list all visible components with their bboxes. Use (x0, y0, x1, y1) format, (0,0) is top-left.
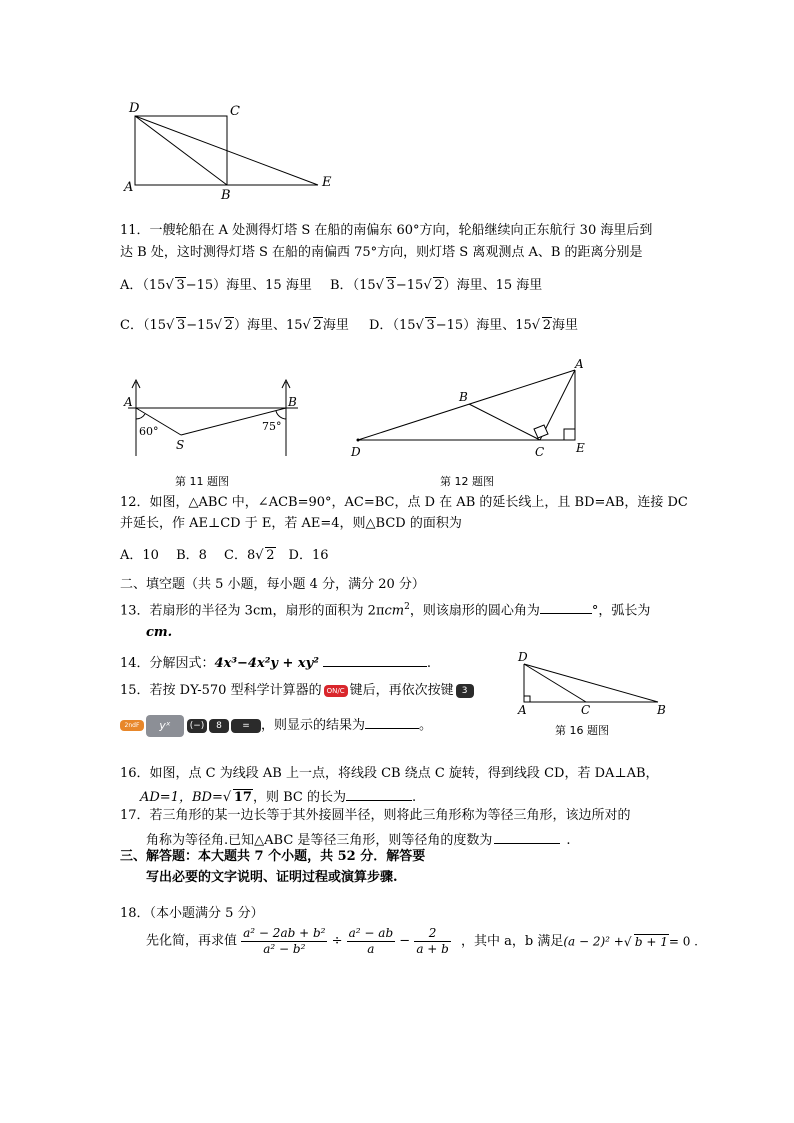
sqrt-3: √ 3 (166, 318, 186, 333)
q11-line1: 11．一艘轮船在 A 处测得灯塔 S 在船的南偏东 60°方向，轮船继续向正东航行 30 海里后到 (120, 223, 653, 238)
divide-sign: ÷ (331, 933, 343, 949)
q16-text: ，则 BC 的长为 (252, 790, 346, 805)
q14-line (120, 652, 431, 673)
q14-end: . (426, 656, 432, 671)
q18-text: 先化简，再求值 (146, 933, 238, 949)
option-label: D． (369, 318, 393, 333)
sqrt-2: √ 2 (423, 278, 443, 293)
option-text: 海里 (552, 318, 579, 333)
sqrt-2: √ 2 (213, 318, 233, 333)
figure-12 (345, 356, 595, 464)
option-text: ）海里、15 (234, 318, 303, 333)
q15-text: ，则显示的结果为 (261, 718, 366, 733)
q17-text: 角称为等径角.已知△ABC 是等径三角形，则等径角的度数为 (146, 833, 493, 848)
label-a: A (575, 357, 584, 371)
label-b: B (288, 395, 297, 409)
q11-option-b[interactable] (330, 277, 542, 295)
options-text: A．10 B．8 C．8 (120, 548, 256, 563)
key-negative[interactable]: (−) (187, 719, 207, 733)
label-b: B (657, 703, 666, 717)
q11-option-c[interactable] (120, 317, 349, 335)
label-e: E (576, 441, 585, 455)
q18-title: 18．（本小题满分 5 分） (120, 906, 264, 921)
angle-60: 60° (139, 425, 159, 438)
option-text: −15）海里、15 海里 (185, 278, 312, 293)
q18-equation: (a − 2)² + (563, 934, 624, 949)
sqrt-b-plus-1: √ b + 1 (623, 934, 668, 949)
q13-text: 13．若扇形的半径为 3cm，扇形的面积为 2π (120, 603, 385, 619)
q16-line2 (140, 786, 416, 807)
minus-sign: − (399, 933, 411, 949)
option-label: B． (330, 278, 353, 293)
q15-text: 键后，再依次按键 (349, 683, 454, 698)
superscript-2: 2 (404, 602, 410, 612)
segment-db (135, 116, 227, 185)
q14-text: 14．分解因式： (120, 656, 215, 671)
q17-line2 (146, 829, 571, 850)
label-c: C (581, 703, 591, 717)
q14-expression: 4x³−4x²y + xy² (214, 656, 319, 671)
q17-blank[interactable] (494, 829, 560, 844)
label-d: D (351, 445, 361, 459)
q13-text: ，则该扇形的圆心角为 (409, 603, 540, 619)
option-text: 海里 (322, 318, 349, 333)
option-text: −15）海里、15 (435, 318, 532, 333)
q18-condition: ，其中 a，b 满足 (460, 933, 564, 949)
label-a: A (124, 395, 133, 409)
q11-option-d[interactable] (369, 317, 578, 335)
section-3-heading: 三、解答题：本大题共 7 个小题，共 52 分．解答要 (120, 849, 426, 864)
q12-line1: 12．如图，△ABC 中，∠ACB=90°，AC=BC，点 D 在 AB 的延长线上，且 BD=AB，连接 DC (120, 495, 688, 510)
label-b: B (221, 188, 231, 200)
q18-body (146, 926, 698, 964)
sqrt-3: √ 3 (375, 278, 395, 293)
label-e: E (322, 175, 332, 190)
option-label: C． (120, 318, 143, 333)
q13-line2: cm. (146, 625, 173, 640)
label-c: C (535, 445, 545, 459)
q17-end: . (566, 833, 571, 848)
key-2ndf[interactable]: 2ndF (120, 720, 144, 731)
option-text: （15 (142, 278, 166, 293)
q15-text: 15．若按 DY-570 型科学计算器的 (120, 683, 322, 698)
q18-equation-end: = 0 . (668, 934, 698, 949)
section-3-subheading: 写出必要的文字说明、证明过程或演算步骤. (146, 870, 398, 885)
option-text: ）海里、15 海里 (443, 278, 543, 293)
label-a: A (518, 703, 527, 717)
q12-options[interactable] (120, 547, 329, 565)
label-s: S (176, 438, 185, 452)
q13-text: °，弧长为 (591, 603, 651, 619)
figure-rectangle-abcd (120, 96, 340, 200)
q11-option-a[interactable] (120, 277, 312, 295)
key-8[interactable]: 8 (209, 719, 229, 733)
sqrt-17: √ 17 (222, 790, 252, 805)
option-d: D．16 (275, 548, 329, 563)
label-d: D (129, 101, 140, 116)
sqrt-3: √ 3 (415, 318, 435, 333)
q13-blank-angle[interactable] (540, 599, 592, 614)
q16-line1: 16．如图，点 C 为线段 AB 上一点，将线段 CB 绕点 C 旋转，得到线段 CD，若 DA⊥AB， (120, 766, 659, 781)
q14-blank[interactable] (323, 652, 427, 667)
label-a: A (124, 180, 134, 195)
fig11-caption: 第 11 题图 (175, 475, 229, 488)
q16-end: . (411, 790, 417, 805)
label-d: D (518, 650, 528, 664)
fig16-caption: 第 16 题图 (555, 724, 609, 737)
sqrt-2: √ 2 (531, 318, 552, 333)
sqrt-3: √ 3 (165, 278, 185, 293)
figure-11 (118, 372, 304, 462)
unit-cm: cm (384, 603, 405, 619)
option-text: （15 (392, 318, 416, 333)
option-text: −15 (395, 278, 424, 293)
q15-blank[interactable] (365, 714, 419, 729)
key-equals[interactable]: = (231, 719, 261, 733)
option-text: −15 (186, 318, 214, 333)
label-b: B (459, 390, 468, 404)
sqrt-2: √ 2 (255, 548, 275, 563)
option-label: A． (120, 278, 143, 293)
sqrt-2: √ 2 (302, 318, 322, 333)
option-text: （15 (142, 318, 166, 333)
option-text: （15 (352, 278, 376, 293)
angle-75: 75° (262, 420, 282, 433)
label-c: C (230, 104, 240, 119)
fraction-2: $\frac{\text{a² − ab}}{a}$ (348, 926, 394, 956)
fraction-3: $\frac{2}{a + b}$ (416, 926, 449, 956)
q15-line2 (120, 714, 432, 742)
fig12-caption: 第 12 题图 (440, 475, 494, 488)
q13-line1 (120, 598, 650, 620)
fraction-1: $\frac{\text{a² − 2ab + b²}}{\text{a² − b²}}$ (243, 926, 326, 956)
q11-line2: 达 B 处，这时测得灯塔 S 在船的南偏西 75°方向，则灯塔 S 离观测点 A、B 的距离分别是 (120, 245, 643, 260)
q16-blank[interactable] (346, 786, 412, 801)
q15-end: 。 (419, 718, 433, 733)
q16-text: AD=1，BD= (140, 790, 223, 805)
key-3[interactable]: 3 (456, 684, 474, 698)
section-2-heading: 二、填空题（共 5 小题，每小题 4 分，满分 20 分） (120, 577, 425, 592)
q17-line1: 17．若三角形的某一边长等于其外接圆半径，则将此三角形称为等径三角形，该边所对的 (120, 808, 631, 823)
figure-16 (512, 648, 672, 718)
key-yx[interactable]: yˣ (146, 715, 184, 737)
on-c-key[interactable]: ON/C (324, 685, 348, 697)
q15-line1 (120, 682, 474, 700)
q12-line2: 并延长，作 AE⊥CD 于 E，若 AE=4，则△BCD 的面积为 (120, 516, 462, 531)
